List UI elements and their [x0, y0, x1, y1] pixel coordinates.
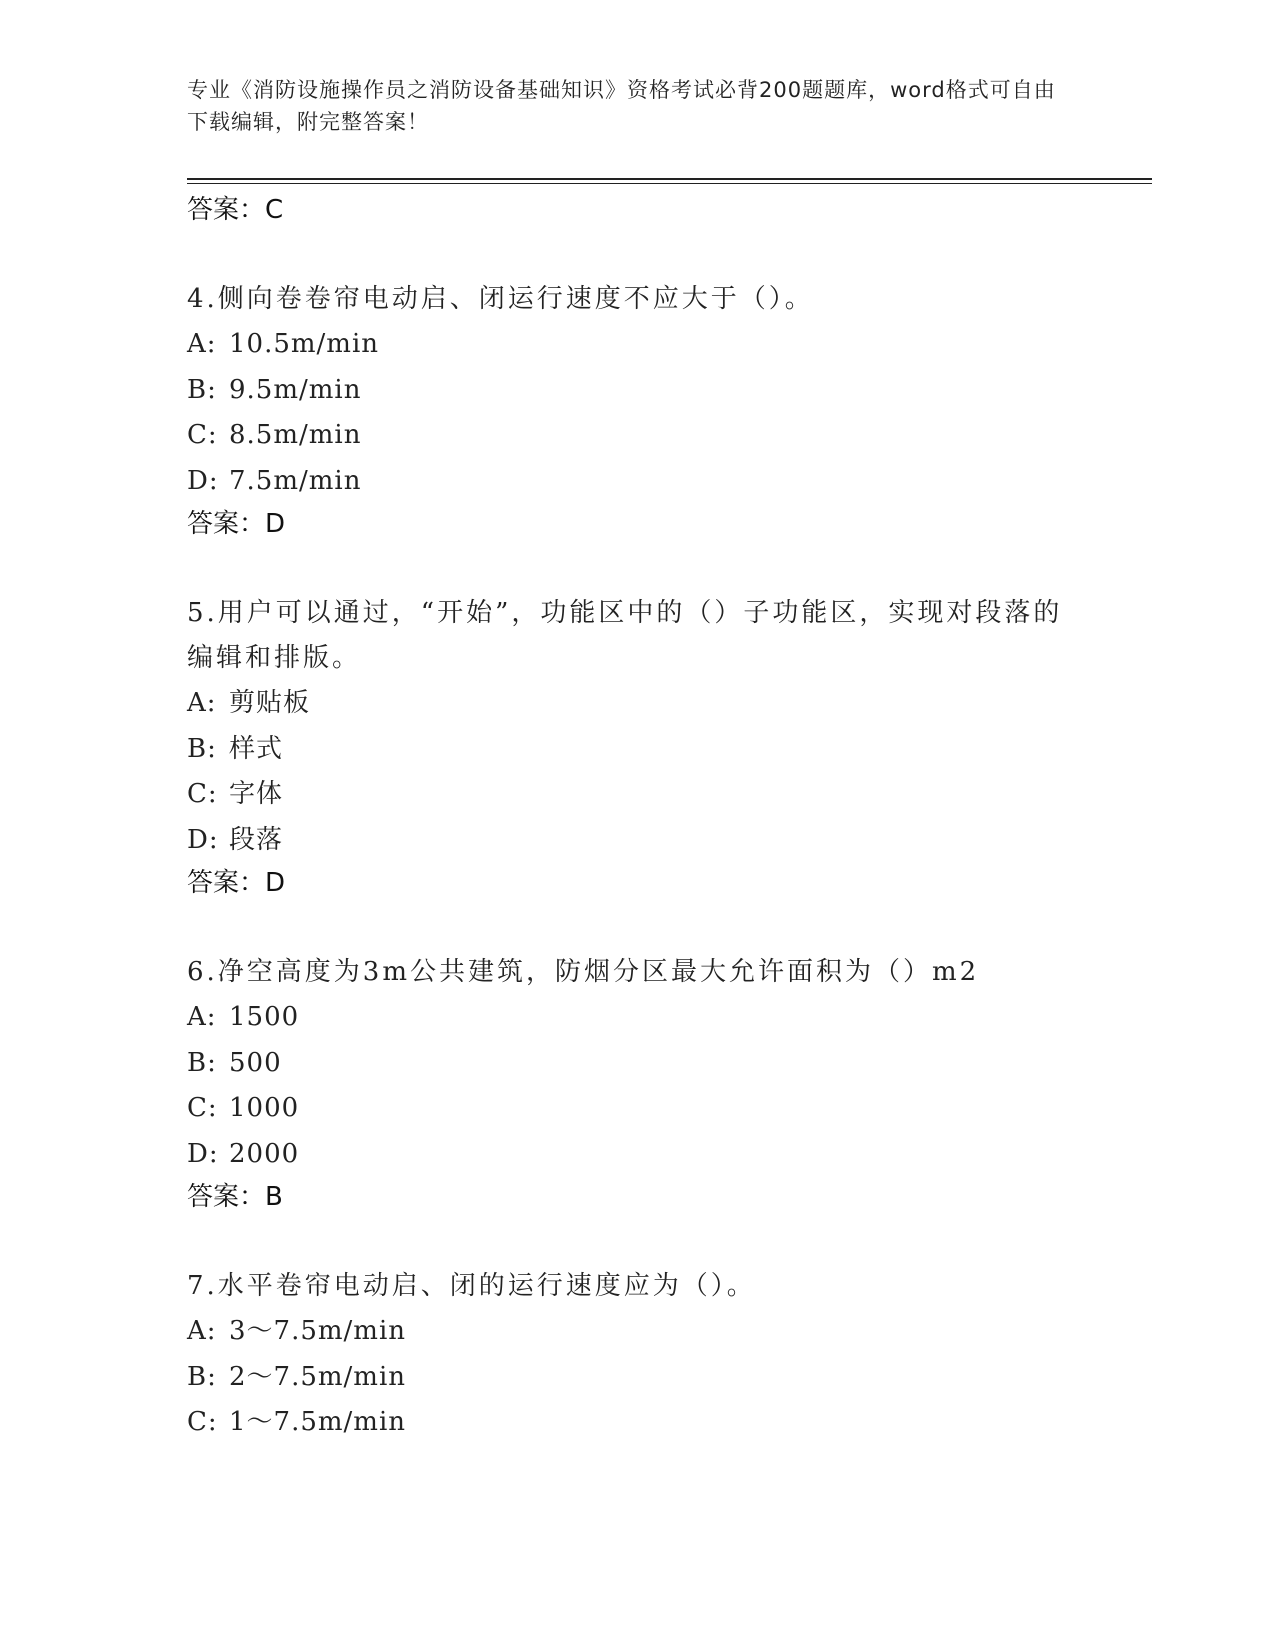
option-letter: D:	[187, 824, 219, 855]
option-item	[187, 322, 1087, 368]
option-letter: C:	[187, 1407, 218, 1437]
option-text: 8.5m/min	[229, 420, 362, 450]
option-list	[187, 681, 1087, 863]
option-letter: C:	[187, 1093, 218, 1123]
option-letter: C:	[187, 779, 218, 809]
option-text: 字体	[229, 779, 284, 809]
option-text: 2～7.5m/min	[229, 1361, 407, 1392]
option-text: 1～7.5m/min	[229, 1407, 407, 1437]
option-letter: A:	[187, 1316, 217, 1346]
option-letter: B:	[187, 733, 217, 764]
document-header: 专业《消防设施操作员之消防设备基础知识》资格考试必背200题题库，word格式可自由下载编辑，附完整答案！	[187, 78, 1056, 134]
option-letter: A:	[187, 688, 217, 718]
question-text: 6.净空高度为3m公共建筑，防烟分区最大允许面积为（）m2	[187, 957, 980, 987]
option-item	[187, 413, 1087, 459]
option-item	[187, 772, 1087, 818]
option-text: 1000	[229, 1093, 300, 1123]
question-text: 4.侧向卷卷帘电动启、闭运行速度不应大于（）。	[187, 284, 814, 314]
option-list	[187, 322, 1087, 504]
option-item	[187, 1086, 1087, 1132]
option-letter: B:	[187, 1047, 217, 1078]
option-letter: D:	[187, 465, 219, 496]
option-item	[187, 1132, 1087, 1178]
option-letter: B:	[187, 374, 217, 405]
question-text: 5.用户可以通过，“开始”，功能区中的（）子功能区，实现对段落的编辑和排版。	[187, 598, 1063, 673]
option-item	[187, 459, 1087, 505]
option-list	[187, 1309, 1087, 1446]
question-block	[187, 1264, 1087, 1446]
option-text: 9.5m/min	[229, 374, 362, 405]
answer-line: 答案：D	[187, 509, 286, 539]
option-list	[187, 995, 1087, 1177]
question-list	[187, 190, 1087, 1446]
option-letter: C:	[187, 420, 218, 450]
option-text: 500	[229, 1047, 282, 1078]
question-block	[187, 591, 1087, 903]
option-item	[187, 727, 1087, 773]
option-text: 10.5m/min	[229, 329, 380, 359]
question-block	[187, 950, 1087, 1217]
option-item	[187, 1309, 1087, 1355]
option-letter: A:	[187, 329, 217, 359]
option-item	[187, 1041, 1087, 1087]
option-item	[187, 368, 1087, 414]
option-text: 1500	[229, 1002, 300, 1032]
question-text: 7.水平卷帘电动启、闭的运行速度应为（）。	[187, 1271, 756, 1301]
option-text: 段落	[229, 824, 284, 855]
option-item	[187, 1355, 1087, 1401]
header-rule-thick	[187, 178, 1152, 180]
option-text: 7.5m/min	[229, 465, 362, 496]
answer-line: 答案：D	[187, 868, 286, 898]
option-text: 样式	[229, 733, 284, 764]
option-text: 剪贴板	[229, 688, 311, 718]
option-item	[187, 995, 1087, 1041]
question-block	[187, 277, 1087, 544]
option-letter: B:	[187, 1361, 217, 1392]
header-rule-thin	[187, 183, 1152, 184]
option-item	[187, 681, 1087, 727]
option-text: 3～7.5m/min	[229, 1316, 407, 1346]
option-item	[187, 1400, 1087, 1446]
answer-line: 答案：C	[187, 195, 284, 225]
answer-line: 答案：B	[187, 1182, 283, 1212]
option-letter: A:	[187, 1002, 217, 1032]
option-item	[187, 818, 1087, 864]
option-text: 2000	[229, 1138, 300, 1169]
option-letter: D:	[187, 1138, 219, 1169]
